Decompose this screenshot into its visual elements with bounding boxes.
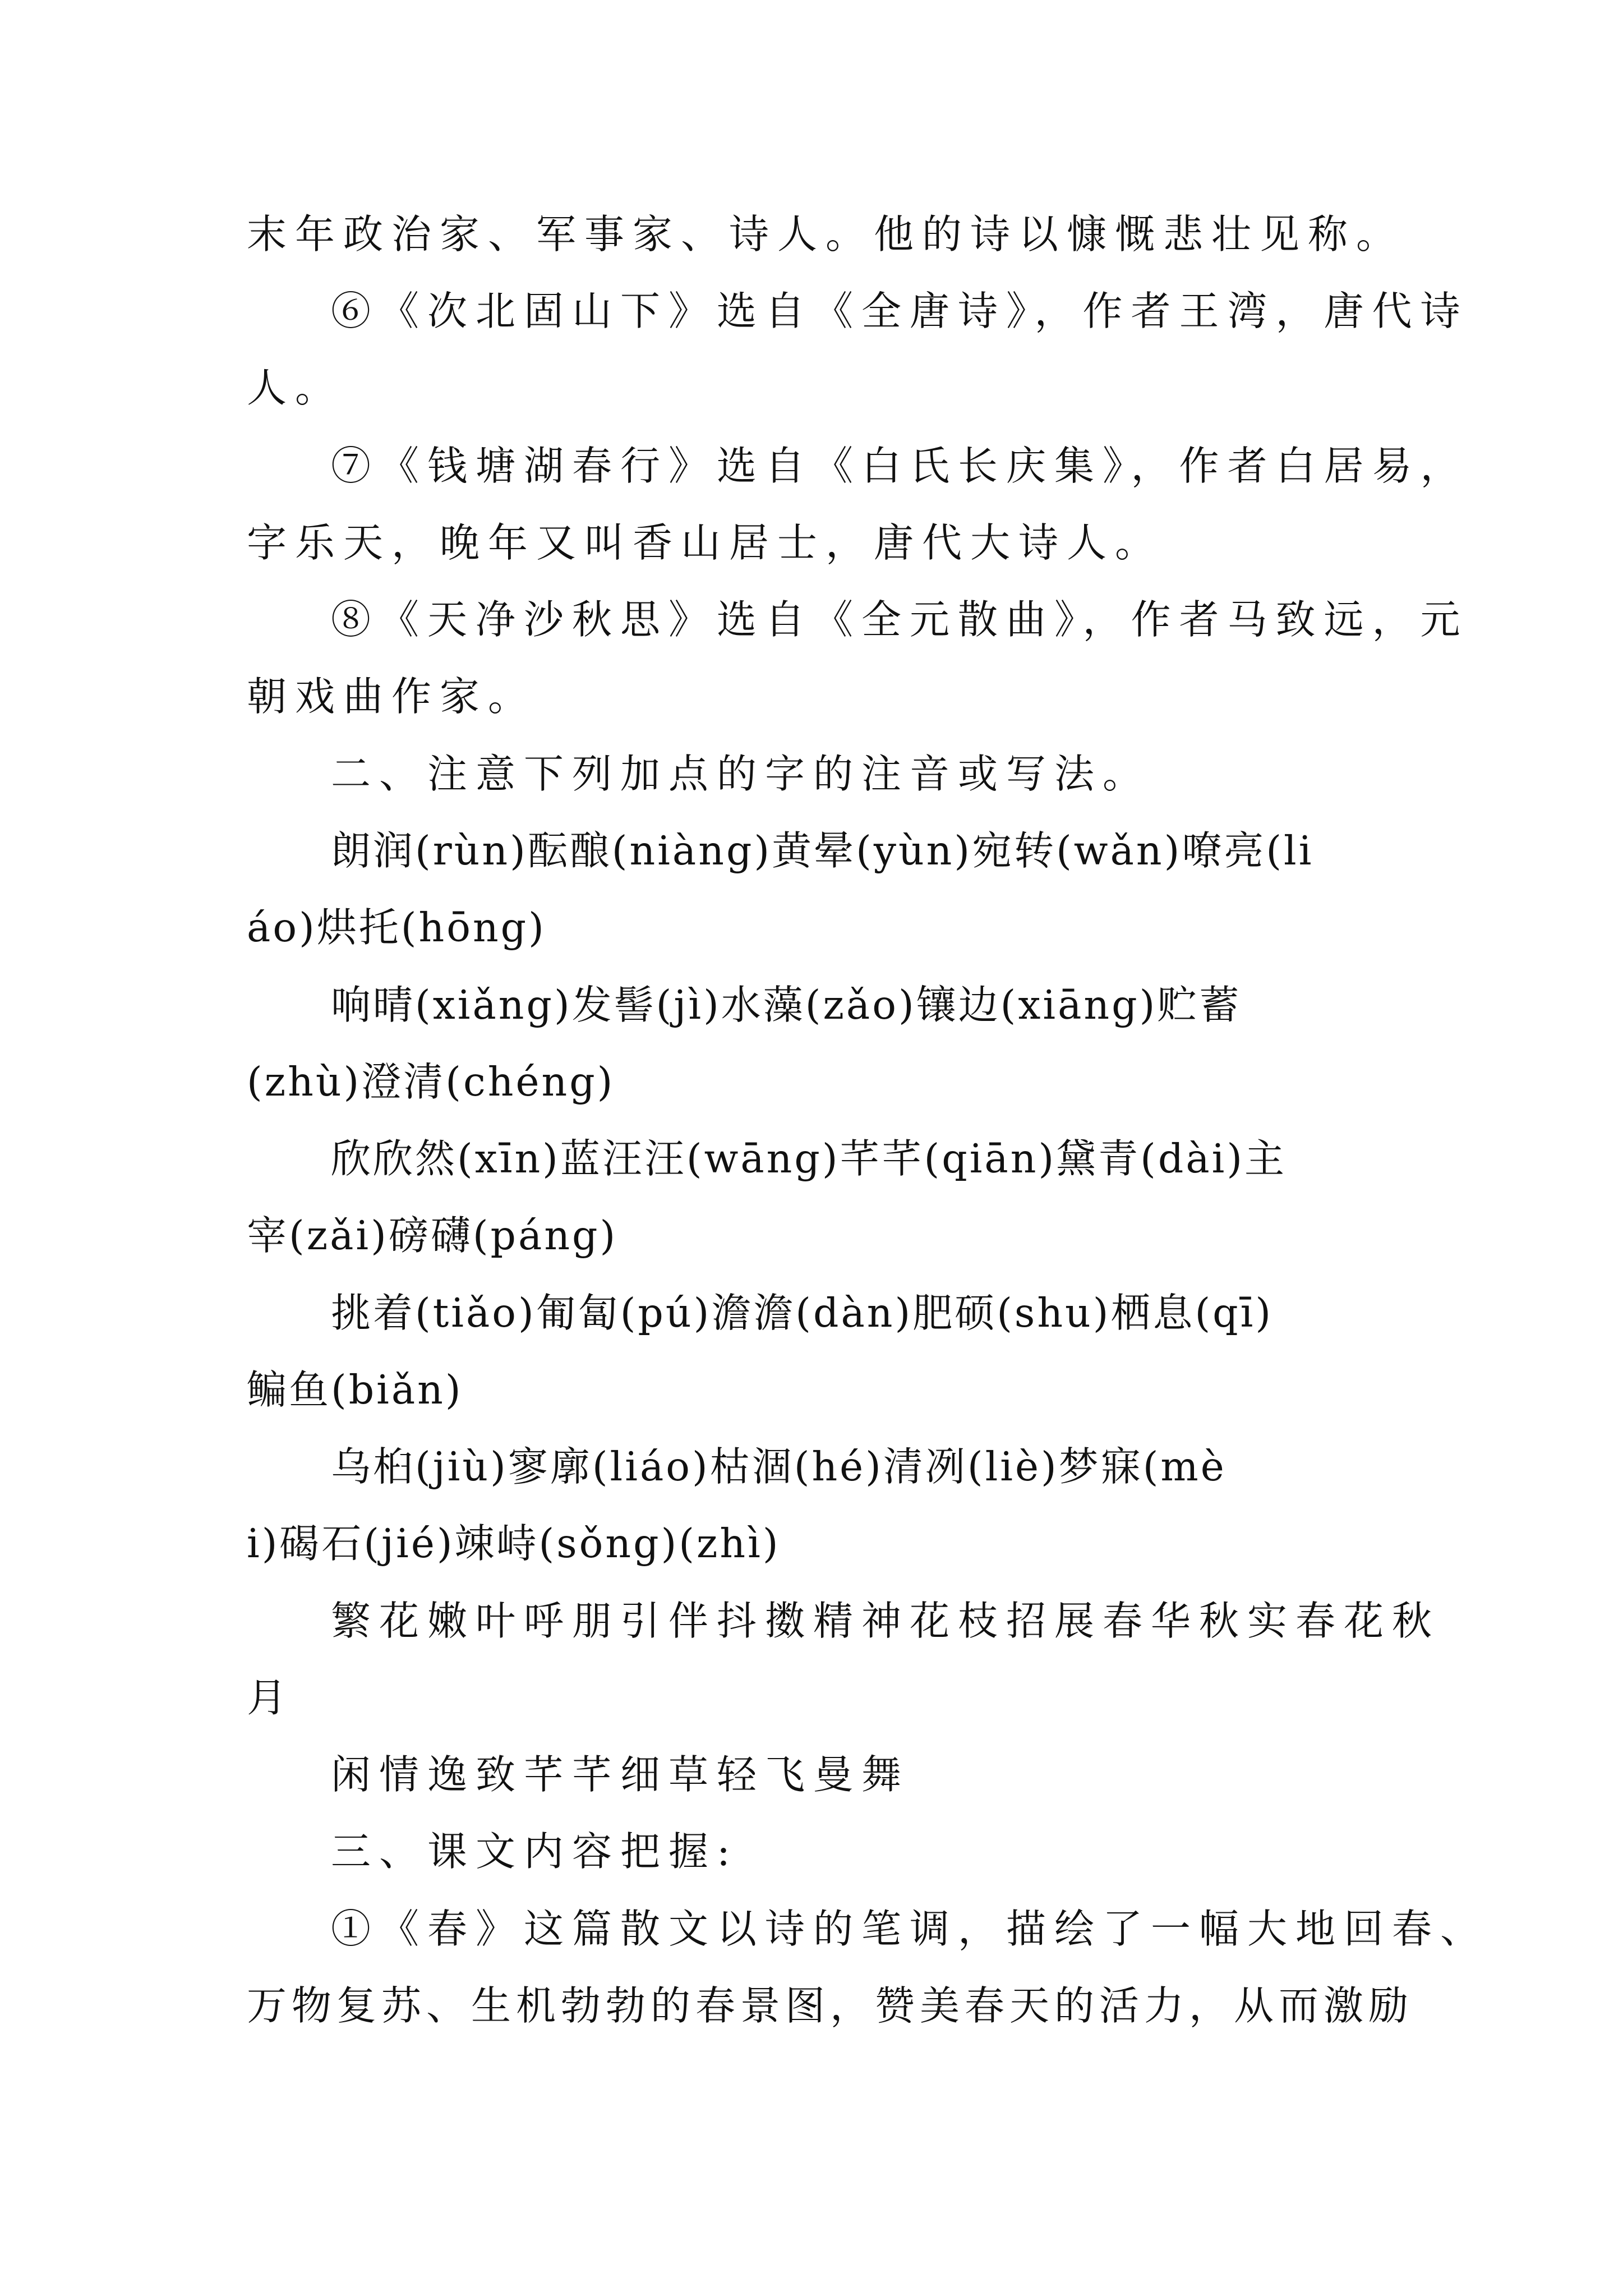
text-line-9: 朗润(rùn)酝酿(niàng)黄晕(yùn)宛转(wǎn)嘹亮(li [331,827,1314,874]
text-line-1: 末年政治家、军事家、诗人。他的诗以慷慨悲壮见称。 [247,211,1405,257]
text-line-5: 字乐天，晚年又叫香山居士，唐代大诗人。 [247,519,1164,566]
text-line-19: 繁花嫩叶呼朋引伴抖擞精神花枝招展春华秋实春花秋 [331,1598,1441,1644]
text-line-6: ⑧《天净沙秋思》选自《全元散曲》，作者马致远，元 [331,596,1469,643]
text-line-3: 人。 [247,365,344,411]
text-line-4: ⑦《钱塘湖春行》选自《白氏长庆集》，作者白居易， [331,443,1469,489]
text-line-20: 月 [247,1674,296,1721]
section-heading-2: 二、注意下列加点的字的注音或写法。 [331,751,1151,797]
text-line-16: 鳊鱼(biǎn) [247,1366,463,1413]
text-line-18: i)碣石(jié)竦峙(sǒng)(zhì) [247,1520,781,1567]
text-line-14: 宰(zǎi)磅礴(páng) [247,1212,618,1259]
text-line-21: 闲情逸致芊芊细草轻飞曼舞 [331,1751,910,1798]
text-line-24: 万物复苏、生机勃勃的春景图，赞美春天的活力，从而激励 [247,1982,1414,2029]
text-line-23: ①《春》这篇散文以诗的笔调，描绘了一幅大地回春、 [331,1906,1489,1952]
text-line-11: 响晴(xiǎng)发髻(jì)水藻(zǎo)镶边(xiāng)贮蓄 [331,982,1242,1028]
text-line-13: 欣欣然(xīn)蓝汪汪(wāng)芊芊(qiān)黛青(dài)主 [331,1135,1287,1182]
text-line-15: 挑着(tiǎo)匍匐(pú)澹澹(dàn)肥硕(shu)栖息(qī) [331,1290,1274,1336]
text-line-2: ⑥《次北固山下》选自《全唐诗》，作者王湾，唐代诗 [331,288,1469,334]
text-line-7: 朝戏曲作家。 [247,673,537,720]
section-heading-3: 三、课文内容把握: [331,1828,739,1875]
text-line-10: áo)烘托(hōng) [247,904,546,951]
text-line-12: (zhù)澄清(chéng) [247,1059,615,1105]
text-line-17: 乌桕(jiù)寥廓(liáo)枯涸(hé)清冽(liè)梦寐(mè [331,1443,1227,1490]
